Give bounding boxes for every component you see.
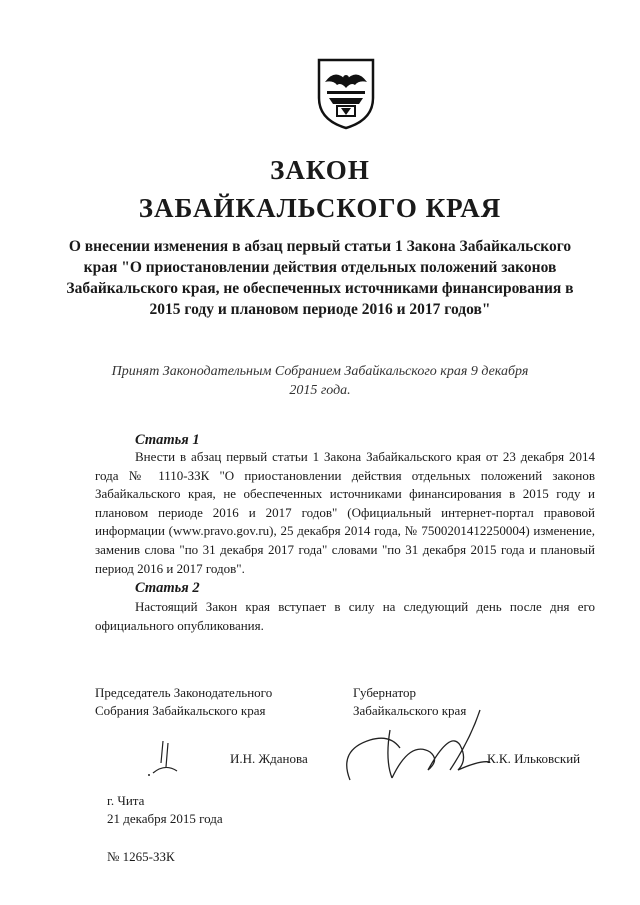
chair-title-line2: Собрания Забайкальского края: [95, 703, 266, 718]
article-2-text: Настоящий Закон края вступает в силу на следующий день после дня его официального опубликования.: [95, 599, 595, 633]
document-title-region: ЗАБАЙКАЛЬСКОГО КРАЯ: [138, 193, 502, 223]
governor-title-line1: Губернатор: [353, 685, 416, 700]
chair-title: [95, 684, 272, 720]
article-2-heading: Статья 2: [135, 580, 200, 596]
law-subtitle: О внесении изменения в абзац первый статьи 1 Закона Забайкальского края "О приостановлении действия отдельных положений законов Забайкальского края, не обеспеченных источниками финансирования в 2015 году и плановом периоде 2016 и 2017 годов": [66, 238, 574, 318]
governor-signature: [330, 700, 500, 790]
chair-title-line1: Председатель Законодательного: [95, 685, 273, 700]
article-1-text: Внести в абзац первый статьи 1 Закона Забайкальского края от 23 декабря 2014 года № 1110-ЗЗК "О приостановлении действия отдельных положений законов Забайкальского края, не обеспеченных источниками финансирования в 2015 году и плановом периоде 2016 и 2017 годов" (Официальный интернет-портал правовой информации (www.pravo.gov.ru), 25 декабря 2014 года, № 7500201412250004) изменение, заменив слова "по 31 декабря 2017 года" словами "по 31 декабря 2015 года и плановый период 2016 и 2017 годов".: [95, 449, 595, 576]
place: г. Чита: [107, 793, 145, 808]
chair-name: И.Н. Жданова: [230, 751, 308, 766]
governor-title-line2: Забайкальского края: [353, 703, 467, 718]
article-1-heading: Статья 1: [135, 432, 200, 448]
governor-name: К.К. Ильковский: [487, 751, 581, 766]
document-title: ЗАКОН: [270, 155, 370, 185]
adoption-note: Принят Законодательным Собранием Забайкальского края 9 декабря 2015 года.: [111, 364, 529, 398]
signing-date: 21 декабря 2015 года: [107, 811, 223, 826]
chair-signature: [135, 733, 190, 788]
law-number: № 1265-ЗЗК: [107, 849, 175, 864]
coat-of-arms-icon: [315, 58, 377, 130]
